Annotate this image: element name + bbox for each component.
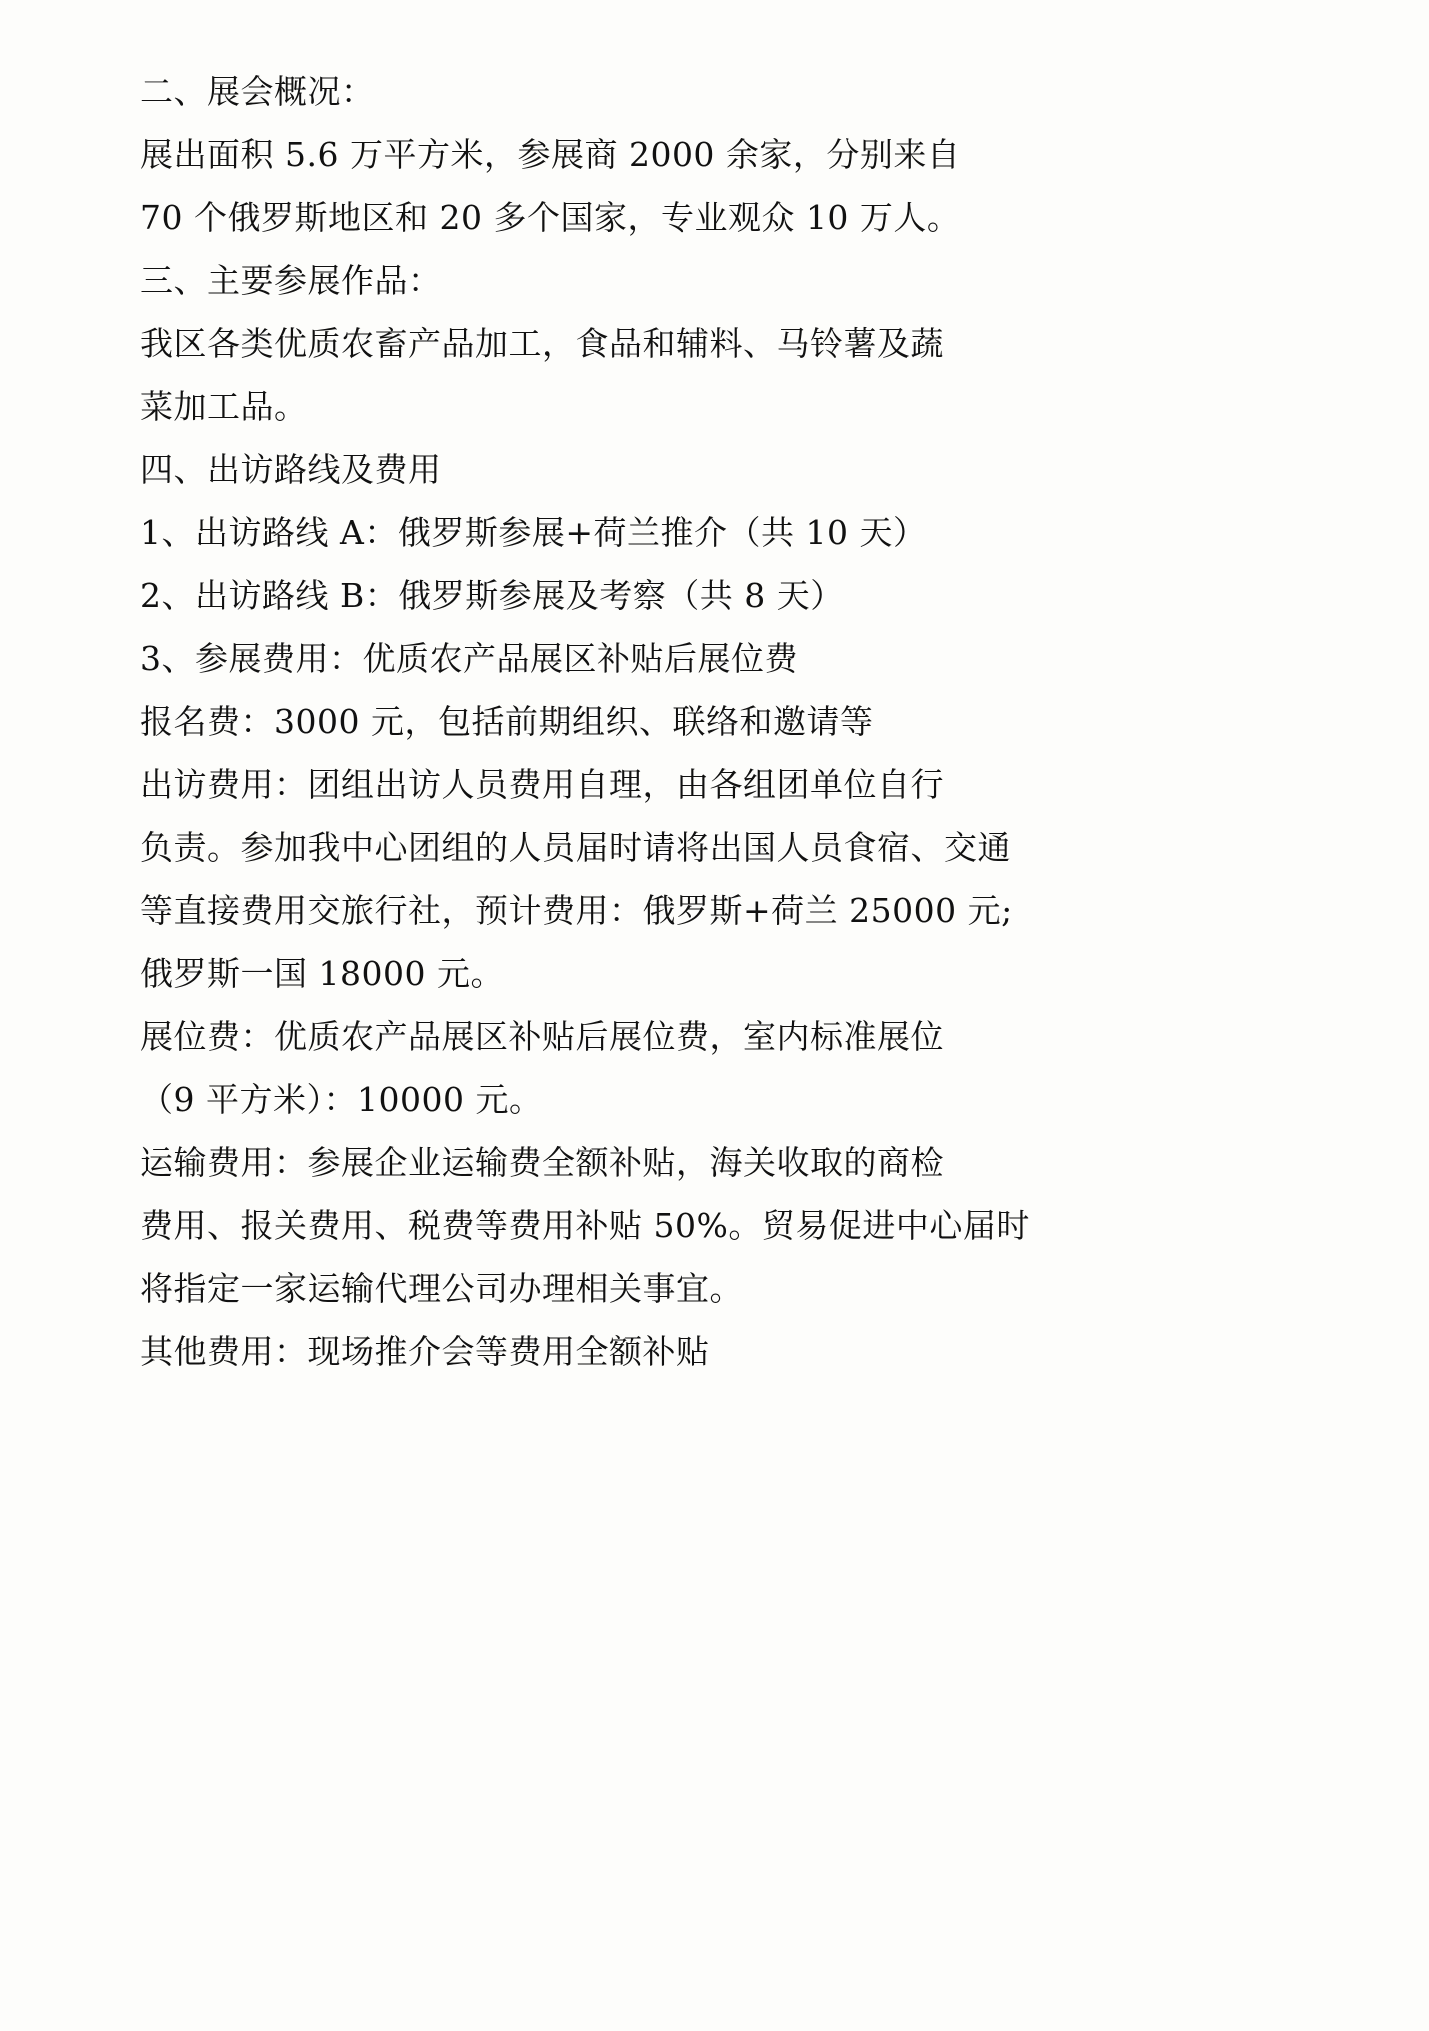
- list-item-route-a: [140, 501, 1265, 564]
- paragraph-line: 俄罗斯一国 18000 元。: [140, 954, 504, 993]
- section-two-heading: [140, 60, 1265, 123]
- fee-other: [140, 1320, 1265, 1383]
- list-item-fee: [140, 627, 1265, 690]
- paragraph-line: 出访费用：团组出访人员费用自理，由各组团单位自行: [140, 765, 944, 804]
- paragraph-line: 将指定一家运输代理公司办理相关事宜。: [140, 1269, 743, 1308]
- paragraph-line: 费用、报关费用、税费等费用补贴 50%。贸易促进中心届时: [140, 1206, 1030, 1245]
- paragraph-line: 四、出访路线及费用: [140, 450, 442, 489]
- paragraph-line: 三、主要参展作品：: [140, 261, 442, 300]
- paragraph-line: 70 个俄罗斯地区和 20 多个国家，专业观众 10 万人。: [140, 198, 961, 237]
- list-item-route-b: [140, 564, 1265, 627]
- paragraph-line: 3、参展费用：优质农产品展区补贴后展位费: [140, 639, 798, 678]
- paragraph-line: 等直接费用交旅行社，预计费用：俄罗斯+荷兰 25000 元;: [140, 891, 1013, 930]
- paragraph-line: 1、出访路线 A：俄罗斯参展+荷兰推介（共 10 天）: [140, 513, 927, 552]
- fee-travel: [140, 753, 1265, 1005]
- paragraph-line: 2、出访路线 B：俄罗斯参展及考察（共 8 天）: [140, 576, 844, 615]
- paragraph-line: 菜加工品。: [140, 387, 308, 426]
- fee-transport: [140, 1131, 1265, 1320]
- paragraph-line: 展出面积 5.6 万平方米，参展商 2000 余家，分别来自: [140, 135, 961, 174]
- fee-registration: [140, 690, 1265, 753]
- fee-booth: [140, 1005, 1265, 1131]
- paragraph-line: 运输费用：参展企业运输费全额补贴，海关收取的商检: [140, 1143, 944, 1182]
- section-two-body: [140, 123, 1265, 249]
- paragraph-line: （9 平方米）：10000 元。: [140, 1080, 543, 1119]
- paragraph-line: 其他费用：现场推介会等费用全额补贴: [140, 1332, 710, 1371]
- paragraph-line: 我区各类优质农畜产品加工，食品和辅料、马铃薯及蔬: [140, 324, 944, 363]
- section-three-heading: [140, 249, 1265, 312]
- paragraph-line: 负责。参加我中心团组的人员届时请将出国人员食宿、交通: [140, 828, 1011, 867]
- paragraph-line: 二、展会概况：: [140, 72, 375, 111]
- section-four-heading: [140, 438, 1265, 501]
- document-body: [140, 60, 1265, 1383]
- section-three-body: [140, 312, 1265, 438]
- paragraph-line: 展位费：优质农产品展区补贴后展位费，室内标准展位: [140, 1017, 944, 1056]
- paragraph-line: 报名费：3000 元，包括前期组织、联络和邀请等: [140, 702, 874, 741]
